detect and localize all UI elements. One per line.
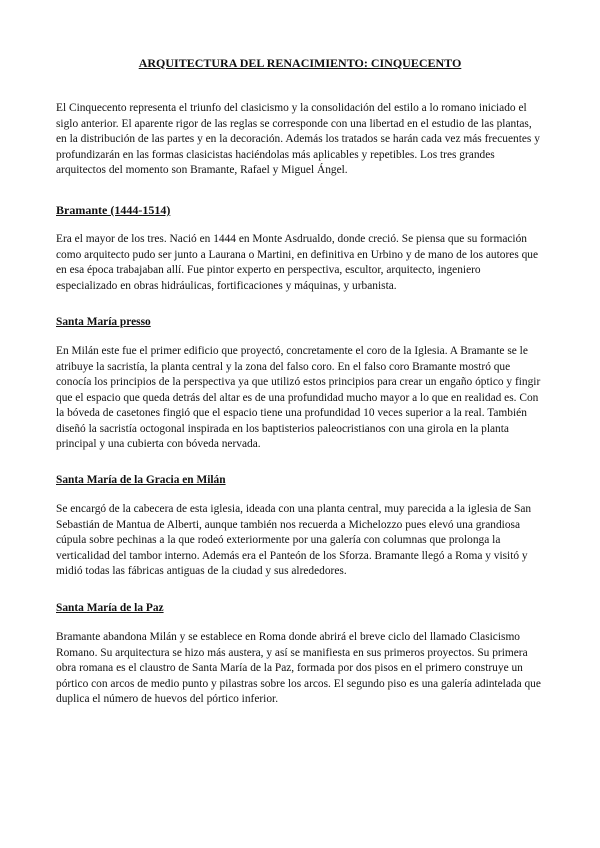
section-heading-bramante: Bramante (1444-1514)	[56, 203, 171, 217]
subsection-heading-santa-maria-presso: Santa María presso	[56, 316, 151, 328]
subsection-heading-santa-maria-paz: Santa María de la Paz	[56, 602, 164, 614]
subsection-heading-santa-maria-gracia: Santa María de la Gracia en Milán	[56, 474, 226, 486]
santa-maria-paz-paragraph: Bramante abandona Milán y se establece en Roma donde abrirá el breve ciclo del llamado Clasicismo Romano. Su arquitectura se hizo más austera, y así se manifiesta en sus primeros proyectos. Su primera obra romana es el claustro de Santa María de la Paz, formada por dos pisos en el primero construye un pórtico con arcos de medio punto y pilastras sobre los arcos. El segundo piso es una galería adintelada que duplica el número de huevos del pórtico inferior.	[56, 631, 541, 705]
santa-maria-gracia-paragraph: Se encargó de la cabecera de esta iglesia, ideada con una planta central, muy parecida a la iglesia de San Sebastián de Mantua de Alberti, aunque también nos recuerda a Michelozzo pues elevó una grandiosa cúpula sobre pechinas a la que rodeó exteriormente por una galería con columnas que prolonga la verticalidad del tambor interno. Además era el Panteón de los Sforza. Bramante llegó a Roma y visitó y midió todas las fábricas antiguas de la ciudad y sus alrededores.	[56, 503, 532, 577]
bramante-bio-paragraph: Era el mayor de los tres. Nació en 1444 en Monte Asdrualdo, donde creció. Se piensa que su formación como arquitecto pudo ser junto a Laurana o Martini, en definitiva en Urbino y de mano de los autores que en esa época trabajaban allí. Fue pintor experto en perspectiva, escultor, arquitecto, ingeniero especializado en obras hidráulicas, fortificaciones y máquinas, y urbanista.	[56, 233, 539, 292]
intro-paragraph: El Cinquecento representa el triunfo del clasicismo y la consolidación del estilo a lo romano iniciado el siglo anterior. El aparente rigor de las reglas se corresponde con una libertad en el estudio de las plantas, en la distribución de las partes y en la decoración. Además los tratados se harán cada vez más frecuentes y profundizarán en las formas clasicistas haciéndolas más aplicables y repetibles. Los tres grandes arquitectos del momento son Bramante, Rafael y Miguel Ángel.	[56, 102, 540, 176]
page-title: ARQUITECTURA DEL RENACIMIENTO: CINQUECENTO	[138, 56, 462, 70]
santa-maria-presso-paragraph: En Milán este fue el primer edificio que proyectó, concretamente el coro de la Iglesia. A Bramante se le atribuye la sacristía, la planta central y la zona del falso coro. En el falso coro Bramante mostró que conocía los principios de la perspectiva ya que utilizó estos principios para crear un engaño óptico y fingir que el espacio que queda detrás del altar es de una profundidad mucho mayor a lo que en realidad es. Con la bóveda de casetones fingió que el espacio tiene una profundidad 10 veces superior a la real. También diseñó la sacristía octogonal inspirada en los baptisterios paleocristianos con una girola en la planta principal y una cubierta con bóveda nervada.	[56, 345, 541, 450]
